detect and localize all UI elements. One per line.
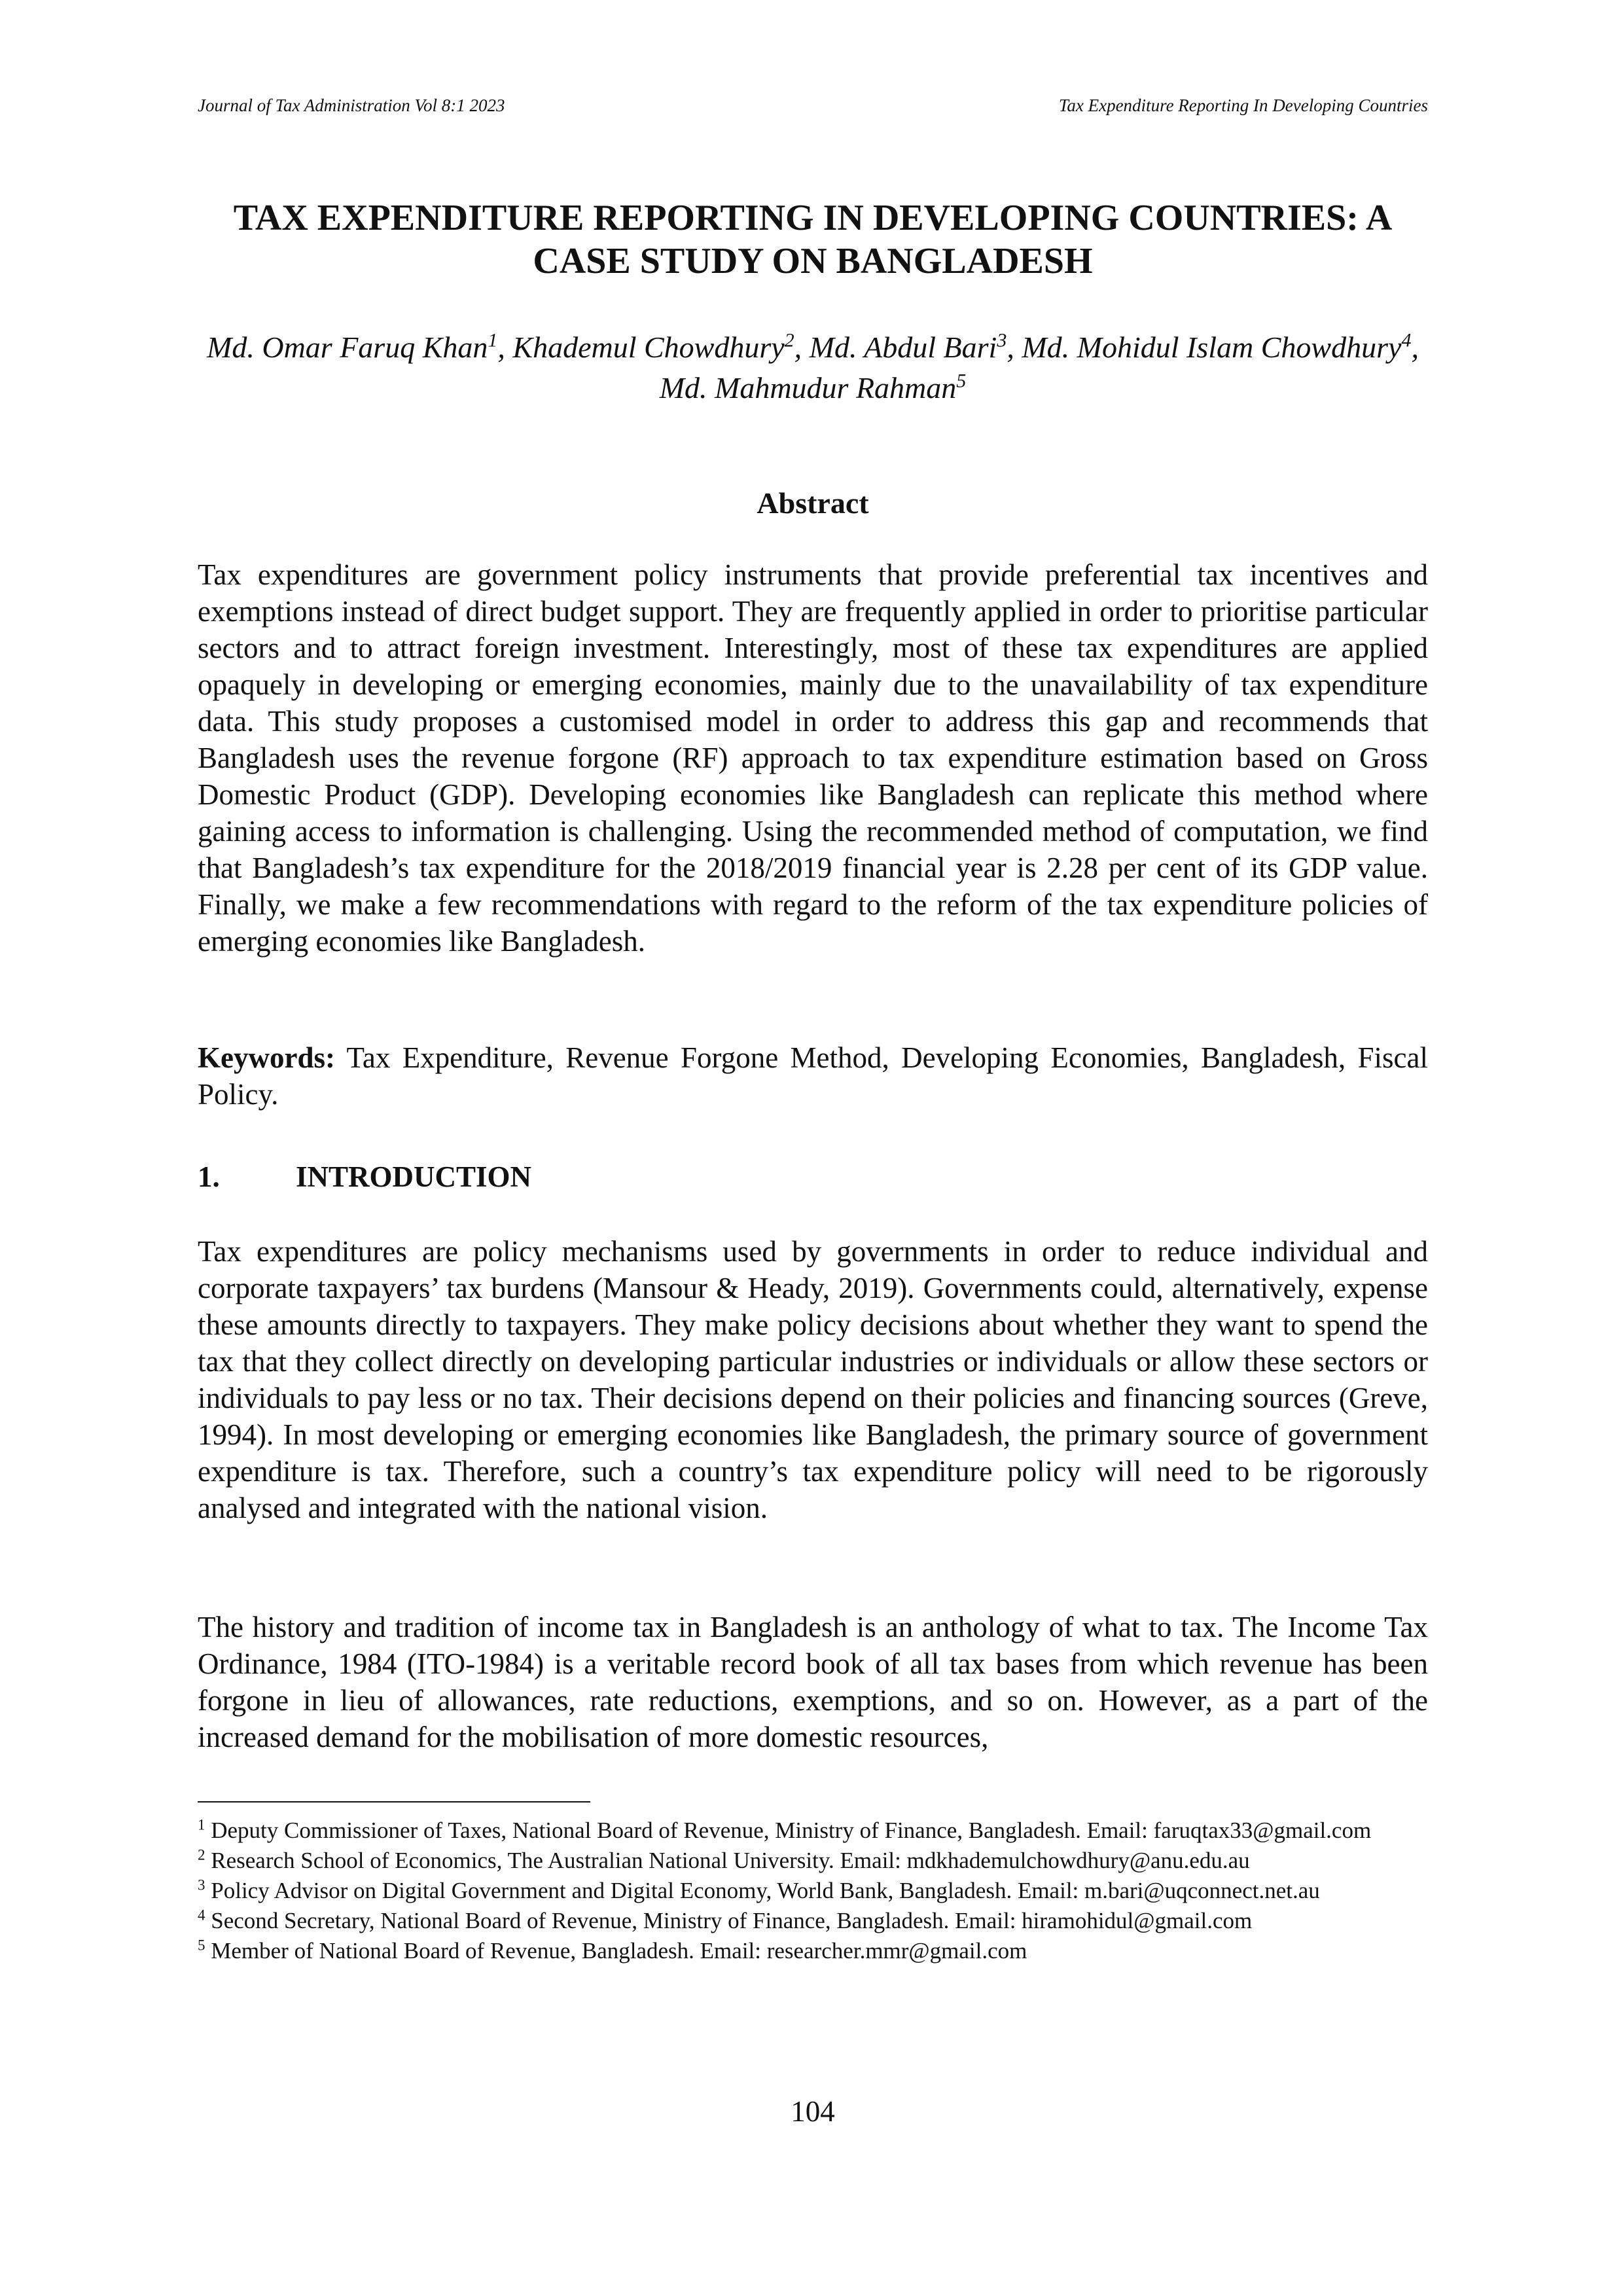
abstract-heading: Abstract: [757, 486, 869, 520]
author: Md. Mahmudur Rahman$^5$: [659, 370, 967, 404]
footnote: $^3$ Policy Advisor on Digital Government and Digital Economy, World Bank, Bangladesh. Email: m.bari@uqconnect.net.au: [198, 1876, 1320, 1903]
footnote: $^2$ Research School of Economics, The Australian National University. Email: mdkhademulchowdhury@anu.edu.au: [198, 1846, 1250, 1873]
footnote: $^5$ Member of National Board of Revenue, Bangladesh. Email: researcher.mmr@gmail.com: [198, 1937, 1027, 1964]
section-heading: [198, 1160, 531, 1194]
author: Md. Omar Faruq Khan$^1$,: [207, 329, 513, 364]
abstract-text: Tax expenditures are government policy instruments that provide preferential tax incentives and exemptions instead of direct budget support. They are frequently applied in order to prioritise particular sectors and to attract foreign investment. Interestingly, most of these tax expenditures are applied opaquely in developing or emerging economies, mainly due to the unavailability of tax expenditure data. This study proposes a customised model in order to address this gap and recommends that Bangladesh uses the revenue forgone (RF) approach to tax expenditure estimation based on Gross Domestic Product (GDP). Developing economies like Bangladesh can replicate this method where gaining access to information is challenging. Using the recommended method of computation, we find that Bangladesh’s tax expenditure for the 2018/2019 financial year is 2.28 per cent of its GDP value. Finally, we make a few recommendations with regard to the reform of the tax expenditure policies of emerging economies like Bangladesh.: [198, 558, 1428, 958]
running-header: [198, 96, 1428, 116]
footnotes: [198, 1816, 1428, 1966]
keywords-text: Tax Expenditure, Revenue Forgone Method, Developing Economies, Bangladesh, Fiscal Policy.: [198, 1041, 1428, 1111]
section-number: 1.: [198, 1160, 220, 1193]
running-title: Tax Expenditure Reporting In Developing Countries: [1058, 96, 1428, 115]
author: Md. Mohidul Islam Chowdhury$^4$,: [1022, 329, 1419, 364]
author: Khademul Chowdhury$^2$,: [512, 329, 810, 364]
keywords-label: Keywords:: [198, 1041, 335, 1074]
footnote-divider: [198, 1801, 590, 1803]
page-number: 104: [791, 2095, 835, 2128]
paragraph: Tax expenditures are policy mechanisms used by governments in order to reduce individual and corporate taxpayers’ tax burdens (Mansour & Heady, 2019). Governments could, alternatively, expense these amounts directly to taxpayers. They make policy decisions about whether they want to spend the tax that they collect directly on developing particular industries or individuals or allow these sectors or individuals to pay less or no tax. Their decisions depend on their policies and financing sources (Greve, 1994). In most developing or emerging economies like Bangladesh, the primary source of government expenditure is tax. Therefore, such a country’s tax expenditure policy will need to be rigorously analysed and integrated with the national vision.: [198, 1235, 1428, 1524]
keywords: [198, 1039, 1428, 1113]
footnote: $^1$ Deputy Commissioner of Taxes, National Board of Revenue, Ministry of Finance, Bangladesh. Email: faruqtax33@gmail.com: [198, 1816, 1372, 1843]
section-title: INTRODUCTION: [296, 1160, 532, 1193]
author-list: [198, 327, 1428, 408]
author: Md. Abdul Bari$^3$,: [809, 329, 1022, 364]
paper-title: TAX EXPENDITURE REPORTING IN DEVELOPING COUNTRIES: A CASE STUDY ON BANGLADESH: [233, 198, 1393, 281]
footnote: $^4$ Second Secretary, National Board of Revenue, Ministry of Finance, Bangladesh. Email: hiramohidul@gmail.com: [198, 1907, 1253, 1933]
journal-name: Journal of Tax Administration Vol 8:1 2023: [198, 96, 505, 115]
paragraph: The history and tradition of income tax in Bangladesh is an anthology of what to tax. The Income Tax Ordinance, 1984 (ITO-1984) is a veritable record book of all tax bases from which revenue has been forgone in lieu of allowances, rate reductions, exemptions, and so on. However, as a part of the increased demand for the mobilisation of more domestic resources,: [198, 1611, 1428, 1753]
